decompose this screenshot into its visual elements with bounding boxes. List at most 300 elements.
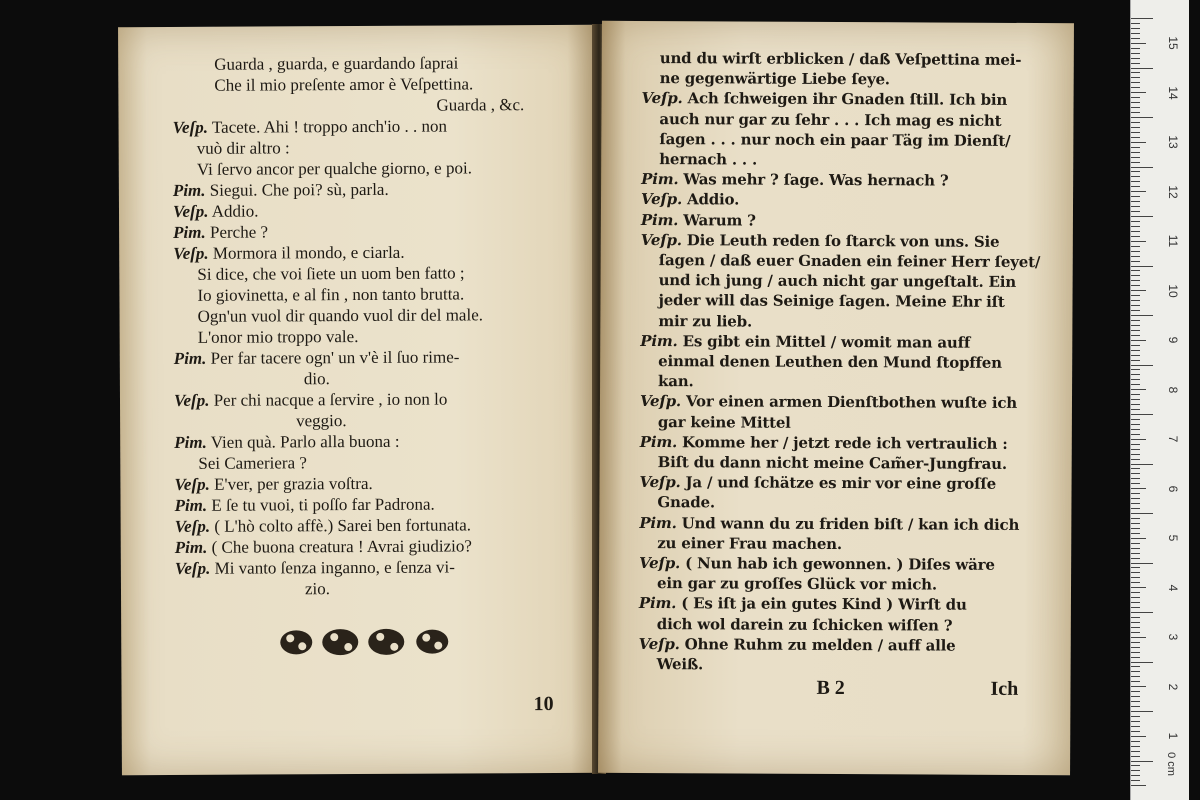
text-line xyxy=(173,117,448,138)
ruler-tick xyxy=(1131,696,1140,697)
text-line xyxy=(640,433,1008,453)
ruler-tick xyxy=(1131,369,1140,370)
ruler-tick xyxy=(1131,607,1140,608)
ruler-tick xyxy=(1131,533,1140,534)
ruler-tick xyxy=(1131,424,1140,425)
ruler-tick xyxy=(1131,439,1146,440)
ruler-tick xyxy=(1131,553,1140,554)
line-text: zio. xyxy=(304,579,331,599)
line-text: mir zu lieb. xyxy=(658,311,753,331)
line-text: L'onor mio troppo vale. xyxy=(197,327,359,347)
ruler-tick xyxy=(1131,290,1146,291)
ruler-tick xyxy=(1131,548,1140,549)
ruler-number: 1 xyxy=(1166,732,1180,740)
ruler-tick xyxy=(1131,345,1140,346)
ruler-tick xyxy=(1131,68,1153,69)
ruler-tick xyxy=(1131,483,1140,484)
ruler-tick xyxy=(1131,18,1153,19)
text-line xyxy=(658,312,752,330)
line-text: Warum ? xyxy=(683,210,756,230)
ruler-tick xyxy=(1131,493,1140,494)
line-text: Tacete. Ahi ! troppo anch'io . . non xyxy=(211,116,448,137)
ruler-tick xyxy=(1131,137,1140,138)
line-text: Mi vanto ſenza inganno, e ſenza vi- xyxy=(214,557,455,578)
ruler-tick xyxy=(1131,176,1140,177)
ruler-tick xyxy=(1131,320,1140,321)
line-text: Ja / und ſchätze es mir vor eine groſſe xyxy=(685,473,997,494)
text-line xyxy=(305,579,330,599)
ruler-tick xyxy=(1131,468,1140,469)
text-line xyxy=(660,49,1022,69)
ruler-number: 6 xyxy=(1166,485,1180,492)
ruler-tick xyxy=(1131,657,1140,658)
ruler-tick xyxy=(1131,92,1146,93)
ruler-tick xyxy=(1131,206,1140,207)
ruler-tick xyxy=(1131,726,1140,727)
ruler-tick xyxy=(1131,379,1140,380)
speaker-label: Pim. xyxy=(174,432,207,452)
line-text: gar keine Mittel xyxy=(657,412,791,432)
text-line xyxy=(175,515,471,537)
speaker-label: Veſp. xyxy=(173,390,210,410)
speaker-label: Veſp. xyxy=(638,634,680,653)
ruler-tick xyxy=(1131,409,1140,410)
ruler-tick xyxy=(1131,473,1140,474)
ruler-tick xyxy=(1131,350,1140,351)
ruler-number: 14 xyxy=(1166,85,1180,100)
line-text: Per chi nacque a ſervire , io non lo xyxy=(213,389,448,410)
ruler-tick xyxy=(1131,256,1140,257)
ruler-tick xyxy=(1131,528,1140,529)
ruler-tick xyxy=(1131,285,1140,286)
ruler-tick xyxy=(1131,310,1140,311)
ruler-tick xyxy=(1131,582,1140,583)
speaker-label: Pim. xyxy=(174,495,208,515)
ruler-tick xyxy=(1131,592,1140,593)
ruler-tick xyxy=(1131,72,1140,73)
ruler-tick xyxy=(1131,652,1140,653)
text-line xyxy=(214,53,458,74)
speaker-label: Pim. xyxy=(639,432,678,451)
ruler-tick xyxy=(1131,731,1140,732)
speaker-label: Veſp. xyxy=(174,474,210,494)
line-text: kan. xyxy=(658,372,694,391)
ruler-tick xyxy=(1131,706,1140,707)
ruler-tick xyxy=(1131,780,1140,781)
ruler-tick xyxy=(1131,221,1140,222)
speaker-label: Veſp. xyxy=(639,473,681,492)
ruler-number: 15 xyxy=(1166,36,1180,50)
ruler-tick xyxy=(1131,374,1140,375)
ruler-tick xyxy=(1131,622,1140,623)
ruler-unit-label: 0 cm xyxy=(1164,752,1177,776)
line-text: Biſt du dann nicht meine Cam̃er-Jungfrau. xyxy=(657,453,1007,473)
ruler-tick xyxy=(1131,711,1153,712)
ruler-tick xyxy=(1131,543,1140,544)
text-line xyxy=(640,392,1017,412)
text-line xyxy=(174,347,460,368)
ruler-tick xyxy=(1131,132,1140,133)
line-text: Es gibt ein Mittel / womit man auff xyxy=(682,331,971,352)
ruler-tick xyxy=(1131,681,1140,682)
ruler-number: 4 xyxy=(1166,584,1180,591)
line-text: ( Nun hab ich gewonnen. ) Diſes wäre xyxy=(685,554,995,574)
line-text: Addio. xyxy=(686,190,740,209)
text-line xyxy=(658,352,1002,372)
ruler-tick xyxy=(1131,340,1146,341)
ruler-tick xyxy=(1131,171,1140,172)
ruler-tick xyxy=(1131,617,1140,618)
ruler-tick xyxy=(1131,389,1146,390)
ruler-tick xyxy=(1131,602,1140,603)
line-text: dich wol darein zu ſchicken wiſſen ? xyxy=(656,614,953,635)
ruler-tick xyxy=(1131,429,1140,430)
speaker-label: Veſp. xyxy=(174,516,211,536)
line-text: Ach ſchweigen ihr Gnaden ſtill. Ich bin xyxy=(687,89,1008,110)
text-line xyxy=(658,372,694,390)
ruler-tick xyxy=(1131,87,1140,88)
page-number: 10 xyxy=(533,692,554,716)
ruler-tick xyxy=(1131,162,1140,163)
text-line xyxy=(174,474,372,495)
ruler-tick xyxy=(1131,226,1140,227)
ruler-number: 8 xyxy=(1166,386,1180,393)
line-text: ne gegenwärtige Liebe ſeye. xyxy=(659,69,890,89)
line-text: Die Leuth reden ſo ſtarck von uns. Sie xyxy=(686,231,1000,251)
ruler-tick xyxy=(1131,365,1153,366)
ruler-tick xyxy=(1131,503,1140,504)
speaker-label: Veſp. xyxy=(172,201,209,221)
speaker-label: Veſp. xyxy=(639,392,681,411)
ruler-tick xyxy=(1131,63,1140,64)
ornament-icon xyxy=(276,625,456,658)
ruler-tick xyxy=(1131,246,1140,247)
speaker-label: Pim. xyxy=(174,537,208,557)
ruler-tick xyxy=(1131,666,1140,667)
ruler-tick xyxy=(1131,77,1140,78)
line-text: E'ver, per grazia voſtra. xyxy=(214,473,373,494)
line-text: Ohne Ruhm zu melden / auff alle xyxy=(684,635,956,655)
ruler-number: 10 xyxy=(1166,283,1180,298)
ruler-tick xyxy=(1131,756,1140,757)
ruler-tick xyxy=(1131,266,1153,267)
ruler-tick xyxy=(1131,305,1140,306)
line-text: ( L'hò colto affè.) Sarei ben fortunata. xyxy=(214,515,472,536)
ruler-tick xyxy=(1131,761,1153,762)
speaker-label: Pim. xyxy=(173,222,206,242)
ruler-tick xyxy=(1131,58,1140,59)
text-line xyxy=(640,332,970,352)
speaker-label: Pim. xyxy=(639,513,677,532)
speaker-label: Veſp. xyxy=(172,117,209,137)
text-line xyxy=(197,138,290,158)
ruler-number: 7 xyxy=(1166,435,1180,443)
speaker-label: Pim. xyxy=(640,331,678,350)
line-text: Perche ? xyxy=(209,222,269,242)
text-line xyxy=(659,251,1041,271)
text-line xyxy=(198,453,307,474)
ruler-tick xyxy=(1131,464,1153,465)
ruler-tick xyxy=(1131,191,1146,192)
speaker-label: Pim. xyxy=(638,594,677,613)
ruler-tick xyxy=(1131,43,1146,44)
ruler-number: 12 xyxy=(1166,184,1180,199)
speaker-label: Pim. xyxy=(172,180,206,200)
ruler-tick xyxy=(1131,518,1140,519)
ruler-tick xyxy=(1131,671,1140,672)
line-text: ( Che buona creatura ! Avrai giudizio? xyxy=(211,536,472,557)
line-text: Sei Cameriera ? xyxy=(198,453,307,473)
ruler-tick xyxy=(1131,488,1146,489)
ruler-tick xyxy=(1131,563,1153,564)
ruler-tick xyxy=(1131,627,1140,628)
line-text: Guarda , guarda, e guardando ſaprai xyxy=(214,53,459,74)
ruler-tick xyxy=(1131,498,1140,499)
ruler-tick xyxy=(1131,127,1140,128)
ruler-tick xyxy=(1131,434,1140,435)
ruler-tick xyxy=(1131,746,1140,747)
line-text: Vien quà. Parlo alla buona : xyxy=(210,431,400,452)
ruler-tick xyxy=(1131,686,1146,687)
text-line xyxy=(639,594,967,614)
text-line xyxy=(436,95,524,115)
text-line xyxy=(642,89,1008,109)
speaker-label: Veſp. xyxy=(173,243,209,263)
ruler-number: 5 xyxy=(1166,534,1180,542)
ruler-tick xyxy=(1131,572,1140,573)
left-page xyxy=(118,25,600,775)
text-line xyxy=(657,493,715,511)
ruler-tick xyxy=(1131,335,1140,336)
ruler-tick xyxy=(1131,355,1140,356)
ruler-tick xyxy=(1131,775,1140,776)
speaker-label: Veſp. xyxy=(640,190,683,209)
text-line xyxy=(173,222,268,242)
ruler-tick xyxy=(1131,716,1140,717)
line-text: Und wann du zu friden biſt / kan ich dich xyxy=(681,513,1020,534)
ruler-tick xyxy=(1131,33,1140,34)
text-line xyxy=(175,536,472,558)
ruler-number: 13 xyxy=(1166,135,1180,149)
speaker-label: Veſp. xyxy=(641,89,683,108)
ruler-tick xyxy=(1131,201,1140,202)
right-page xyxy=(598,21,1074,775)
ruler-tick xyxy=(1131,216,1153,217)
ruler-tick xyxy=(1131,167,1153,168)
text-line xyxy=(639,554,995,574)
ruler-tick xyxy=(1131,765,1140,766)
ruler-tick xyxy=(1131,567,1140,568)
ruler-tick xyxy=(1131,23,1140,24)
ruler-tick xyxy=(1131,315,1153,316)
ruler-tick xyxy=(1131,251,1140,252)
line-text: Che il mio preſente amor è Veſpettina. xyxy=(214,74,474,95)
ruler-tick xyxy=(1131,270,1140,271)
text-line xyxy=(640,473,996,493)
line-text: Per far tacere ogn' un v'è il ſuo rime- xyxy=(210,347,460,368)
ruler-tick xyxy=(1131,38,1140,39)
text-line xyxy=(657,574,937,593)
ruler-tick xyxy=(1131,142,1146,143)
ruler-tick xyxy=(1131,414,1153,415)
text-line xyxy=(198,305,484,326)
ruler-tick xyxy=(1131,662,1153,663)
line-text: Weiß. xyxy=(656,655,704,674)
ruler-tick xyxy=(1131,454,1140,455)
ruler-tick xyxy=(1131,48,1140,49)
text-line xyxy=(659,110,1001,130)
line-text: Addio. xyxy=(211,201,259,221)
ruler-tick xyxy=(1131,152,1140,153)
ruler-tick xyxy=(1131,478,1140,479)
ruler-tick xyxy=(1131,117,1153,118)
ruler-tick xyxy=(1131,404,1140,405)
line-text: Guarda , &c. xyxy=(436,95,525,115)
catchword: Ich xyxy=(990,677,1019,700)
line-text: jeder will das Seinige ſagen. Meine Ehr iſt xyxy=(658,291,1005,312)
text-line xyxy=(173,180,389,201)
ruler-tick xyxy=(1131,295,1140,296)
text-line xyxy=(197,284,464,305)
line-text: Siegui. Che poi? sù, parla. xyxy=(209,179,389,200)
ruler-tick xyxy=(1131,236,1140,237)
ruler-tick xyxy=(1131,676,1140,677)
ruler-tick xyxy=(1131,721,1140,722)
text-line xyxy=(174,432,399,453)
signature-mark: B 2 xyxy=(816,676,845,700)
ruler-tick xyxy=(1131,275,1140,276)
ruler-tick xyxy=(1131,28,1140,29)
line-text: E ſe tu vuoi, ti poſſo far Padrona. xyxy=(211,494,435,515)
ruler-tick xyxy=(1131,642,1140,643)
ruler-number: 9 xyxy=(1166,336,1180,344)
ruler-tick xyxy=(1131,513,1153,514)
ruler-tick xyxy=(1131,330,1140,331)
line-text: einmal denen Leuthen den Mund ſtopffen xyxy=(658,352,1002,372)
ruler-tick xyxy=(1131,82,1140,83)
ruler-tick xyxy=(1131,577,1140,578)
line-text: veggio. xyxy=(296,411,347,431)
ruler-tick xyxy=(1131,587,1146,588)
ruler-tick xyxy=(1131,632,1140,633)
ruler-tick xyxy=(1131,612,1153,613)
line-text: auch nur gar zu ſehr . . . Ich mag es nicht xyxy=(659,109,1002,130)
ruler-tick xyxy=(1131,97,1140,98)
line-text: ein gar zu groſſes Glück vor mich. xyxy=(656,574,937,594)
ruler-tick xyxy=(1131,751,1140,752)
ruler-tick xyxy=(1131,157,1140,158)
text-line xyxy=(658,291,1004,311)
line-text: Gnade. xyxy=(657,493,715,512)
text-line xyxy=(659,271,1016,291)
ruler-tick xyxy=(1131,325,1140,326)
speaker-label: Veſp. xyxy=(639,553,681,573)
text-line xyxy=(657,655,704,673)
text-line xyxy=(641,170,948,190)
text-line xyxy=(173,243,404,264)
line-text: Vor einen armen Dienſtbothen wuſte ich xyxy=(685,392,1018,413)
text-line xyxy=(296,411,347,431)
line-text: Mormora il mondo, e ciarla. xyxy=(212,242,405,263)
line-text: hernach . . . xyxy=(659,150,758,169)
ruler-tick xyxy=(1131,736,1146,737)
line-text: dio. xyxy=(303,369,330,389)
line-text: Si dice, che voi ſiete un uom ben fatto ; xyxy=(197,263,465,284)
text-line xyxy=(660,69,890,88)
speaker-label: Pim. xyxy=(641,170,679,189)
text-line xyxy=(174,495,434,516)
text-line xyxy=(658,413,791,432)
speaker-label: Pim. xyxy=(173,348,207,368)
ruler-tick xyxy=(1131,280,1140,281)
text-line xyxy=(197,158,472,179)
ruler-tick xyxy=(1131,181,1140,182)
ruler-tick xyxy=(1131,147,1140,148)
ruler-tick xyxy=(1131,444,1140,445)
text-line xyxy=(641,231,1000,251)
line-text: und ich jung / auch nicht gar ungeſtalt. Ein xyxy=(658,271,1017,292)
text-line xyxy=(657,615,953,635)
ruler-tick xyxy=(1131,360,1140,361)
ruler-tick xyxy=(1131,300,1140,301)
text-line xyxy=(639,514,1019,534)
ruler-tick xyxy=(1131,122,1140,123)
text-line xyxy=(198,327,359,348)
ruler-tick xyxy=(1131,449,1140,450)
text-line xyxy=(639,635,956,655)
speaker-label: Veſp. xyxy=(640,230,682,249)
line-text: vuò dir altro : xyxy=(196,138,290,158)
ruler-tick xyxy=(1131,231,1140,232)
ruler-tick xyxy=(1131,637,1146,638)
ruler-tick xyxy=(1131,211,1140,212)
ruler-tick xyxy=(1131,459,1140,460)
line-text: Vi ſervo ancor per qualche giorno, e poi. xyxy=(196,158,472,179)
text-line xyxy=(658,453,1007,473)
ruler-number: 2 xyxy=(1166,683,1180,690)
line-text: zu einer Frau machen. xyxy=(657,533,842,553)
line-text: ( Es iſt ja ein gutes Kind ) Wirſt du xyxy=(681,594,967,615)
speaker-label: Pim. xyxy=(640,210,679,229)
text-line xyxy=(175,558,455,579)
ruler-tick xyxy=(1131,523,1140,524)
ruler-tick xyxy=(1131,538,1146,539)
ruler-tick xyxy=(1131,770,1140,771)
line-text: ſagen . . . nur noch ein paar Täg im Dienſt/ xyxy=(659,129,1011,150)
ruler-tick xyxy=(1131,241,1146,242)
line-text: Komme her / jetzt rede ich vertraulich : xyxy=(682,432,1008,453)
ruler-tick xyxy=(1131,261,1140,262)
text-line xyxy=(174,390,447,411)
ruler-tick xyxy=(1131,112,1140,113)
ruler-tick xyxy=(1131,691,1140,692)
ruler-tick xyxy=(1131,419,1140,420)
ruler-tick xyxy=(1131,785,1146,786)
line-text: Io giovinetta, e al fin , non tanto brutta. xyxy=(197,284,465,305)
ruler-tick xyxy=(1131,53,1140,54)
ruler-number: 11 xyxy=(1166,234,1180,248)
ruler-tick xyxy=(1131,597,1140,598)
text-line xyxy=(659,130,1010,150)
ruler-tick xyxy=(1131,647,1140,648)
text-line xyxy=(197,263,464,284)
line-text: Ogn'un vuol dir quando vuol dir del male. xyxy=(197,305,484,326)
ruler-tick xyxy=(1131,508,1140,509)
text-line xyxy=(641,190,739,209)
ruler-tick xyxy=(1131,741,1140,742)
line-text: ſagen / daß euer Gnaden ein feiner Herr ſeyet/ xyxy=(658,251,1041,272)
line-text: Was mehr ? ſage. Was hernach ? xyxy=(683,170,949,190)
